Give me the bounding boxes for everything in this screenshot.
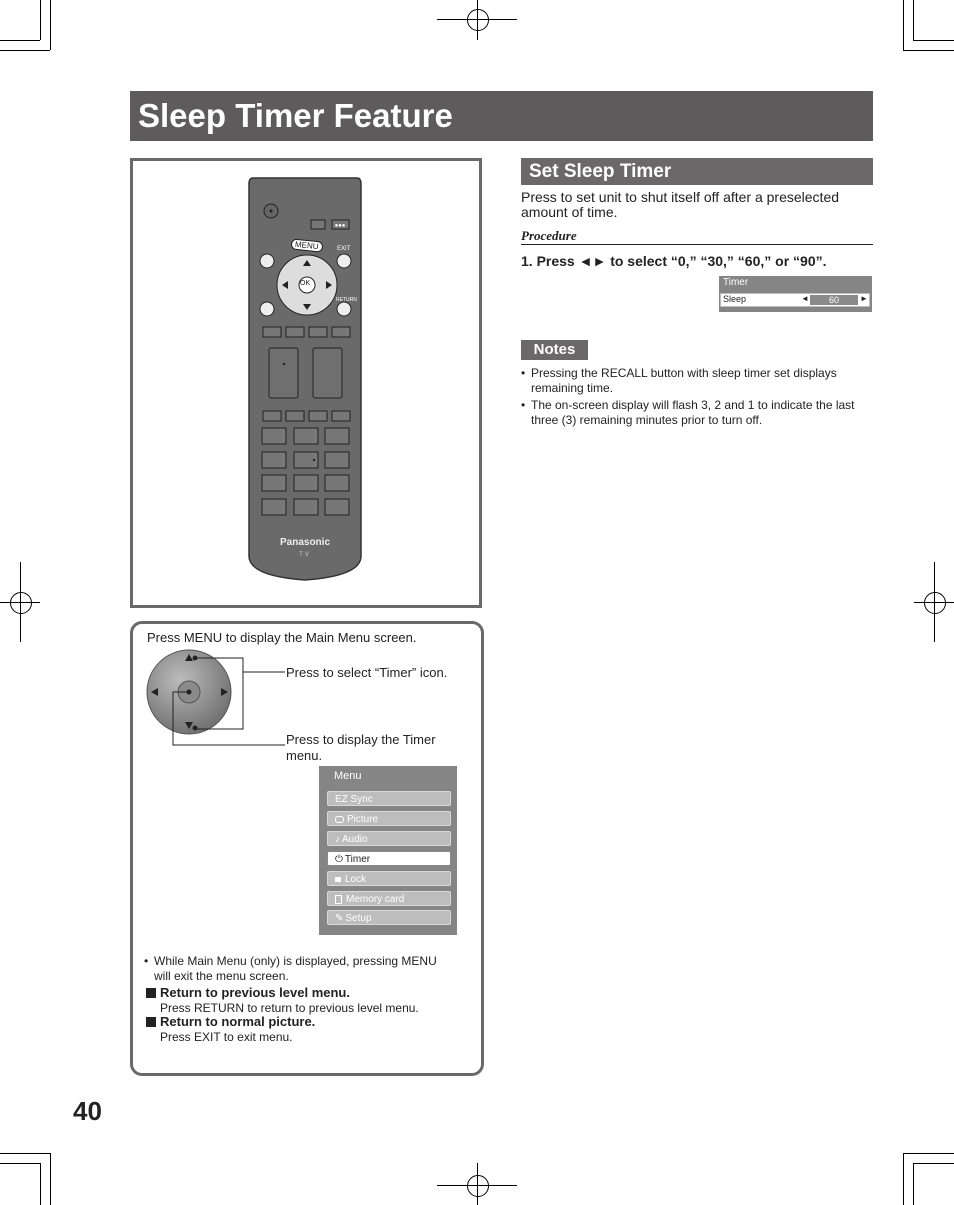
osd-item-timer: ⏻ Timer bbox=[327, 851, 451, 866]
procedure-label: Procedure bbox=[521, 228, 577, 243]
picture-icon bbox=[335, 816, 344, 823]
osd-item-setup: ✎ Setup bbox=[327, 910, 451, 925]
ok-label: OK bbox=[300, 280, 311, 287]
exit-label: EXIT bbox=[337, 246, 351, 252]
osd-item-audio: ♪ Audio bbox=[327, 831, 451, 846]
square-bullet-icon bbox=[146, 1017, 156, 1027]
callout-display-text-2: menu. bbox=[286, 748, 323, 763]
power-icon: ⏻ bbox=[335, 854, 343, 865]
square-bullet-icon bbox=[146, 988, 156, 998]
bullet-dot: • bbox=[521, 366, 526, 380]
sleep-value: 60 bbox=[810, 295, 858, 305]
page-title: Sleep Timer Feature bbox=[138, 97, 453, 134]
arrow-right-icon: ► bbox=[860, 294, 868, 303]
normal-heading: Return to normal picture. bbox=[160, 1014, 316, 1029]
section-desc-line2: amount of time. bbox=[521, 204, 618, 220]
normal-body: Press EXIT to exit menu. bbox=[160, 1030, 293, 1044]
menu-label: MENU bbox=[291, 238, 324, 252]
notes-title: Notes bbox=[521, 340, 588, 360]
note-1-line2: remaining time. bbox=[531, 381, 614, 395]
bullet-menu-exit-line1: While Main Menu (only) is displayed, pressing MENU bbox=[154, 954, 437, 968]
osd-item-picture: Picture bbox=[327, 811, 451, 826]
brand-logo: Panasonic bbox=[279, 537, 331, 548]
memory-card-icon bbox=[335, 895, 342, 904]
bullet-dot: • bbox=[144, 954, 149, 968]
note-2-line1: The on-screen display will flash 3, 2 and 1 to indicate the last bbox=[531, 398, 855, 412]
timer-osd-title: Timer bbox=[723, 277, 749, 288]
return-heading: Return to previous level menu. bbox=[160, 985, 350, 1000]
section-desc-line1: Press to set unit to shut itself off after a preselected bbox=[521, 189, 840, 205]
return-label: RETURN bbox=[336, 297, 357, 303]
callout-display-text: Press to display the Timer bbox=[286, 732, 436, 747]
arrow-left-icon: ◄ bbox=[801, 294, 809, 303]
osd-menu-title: Menu bbox=[334, 770, 362, 782]
osd-item-memory-card: Memory card bbox=[327, 891, 451, 906]
menu-intro-text: Press MENU to display the Main Menu screen. bbox=[147, 630, 417, 645]
page-number: 40 bbox=[73, 1096, 102, 1126]
note-2-line2: three (3) remaining minutes prior to turn off. bbox=[531, 413, 763, 427]
step-1: 1. Press ◄► to select “0,” “30,” “60,” or “90”. bbox=[521, 253, 827, 269]
note-1-line1: Pressing the RECALL button with sleep timer set displays bbox=[531, 366, 837, 380]
sleep-label: Sleep bbox=[723, 294, 747, 304]
osd-item-lock: Lock bbox=[327, 871, 451, 886]
section-title: Set Sleep Timer bbox=[521, 158, 873, 185]
callout-select-text: Press to select “Timer” icon. bbox=[286, 665, 448, 680]
model-label: TV bbox=[299, 552, 311, 558]
procedure-divider bbox=[521, 244, 873, 245]
music-note-icon: ♪ bbox=[335, 834, 340, 845]
callout-connector bbox=[170, 669, 290, 749]
remote-control-illustration bbox=[240, 176, 370, 582]
svg-text:●●●: ●●● bbox=[334, 223, 346, 229]
return-body: Press RETURN to return to previous level menu. bbox=[160, 1001, 419, 1015]
osd-item-ez-sync: EZ Sync bbox=[327, 791, 451, 806]
lock-icon bbox=[335, 877, 341, 882]
wrench-icon: ✎ bbox=[335, 913, 344, 924]
bullet-dot: • bbox=[521, 398, 526, 412]
bullet-menu-exit-line2: will exit the menu screen. bbox=[154, 969, 289, 983]
